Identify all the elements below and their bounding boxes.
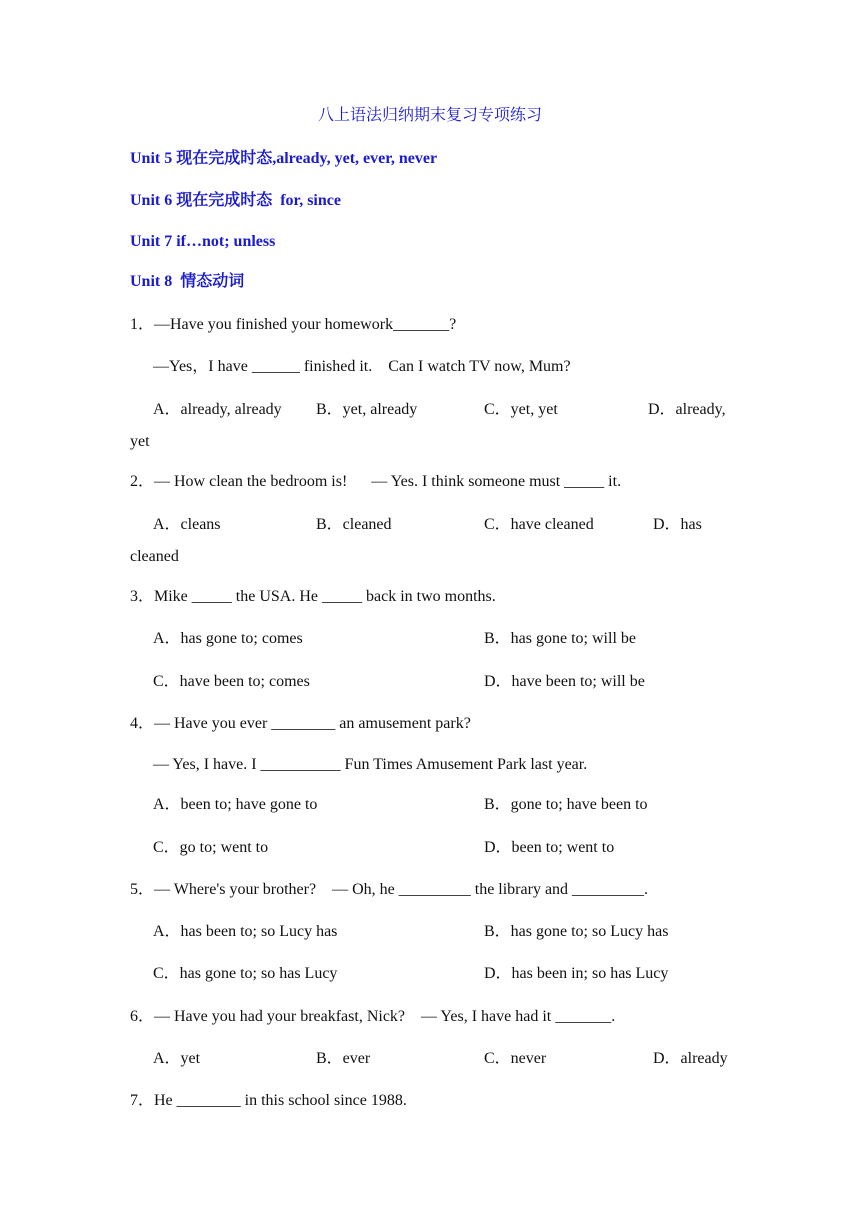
question-1-option-d-wrap: yet bbox=[130, 433, 150, 450]
question-1-option-c: C．yet, yet bbox=[484, 401, 558, 418]
question-2-option-a: A．cleans bbox=[153, 516, 221, 533]
question-3-option-a: A．has gone to; comes bbox=[153, 630, 303, 647]
question-6-option-c: C．never bbox=[484, 1050, 547, 1067]
unit-6-heading: Unit 6 现在完成时态 for, since bbox=[130, 192, 341, 209]
question-3-stem: 3．Mike _____ the USA. He _____ back in two months. bbox=[130, 588, 496, 605]
question-2-option-b: B．cleaned bbox=[316, 516, 392, 533]
page-title: 八上语法归纳期末复习专项练习 bbox=[317, 107, 542, 124]
question-2-option-d-wrap: cleaned bbox=[130, 548, 179, 565]
question-2-option-c: C．have cleaned bbox=[484, 516, 594, 533]
question-5-option-d: D．has been in; so has Lucy bbox=[484, 965, 669, 982]
question-4-option-a: A．been to; have gone to bbox=[153, 796, 318, 813]
question-6-option-b: B．ever bbox=[316, 1050, 371, 1067]
question-4-option-c: C．go to; went to bbox=[153, 839, 269, 856]
question-1-option-b: B．yet, already bbox=[316, 401, 418, 418]
question-5-stem: 5．— Where's your brother? — Oh, he _________ the library and _________. bbox=[130, 881, 649, 898]
question-2-option-d: D．has bbox=[653, 516, 702, 533]
question-6-stem: 6．— Have you had your breakfast, Nick? — Yes, I have had it _______. bbox=[130, 1008, 616, 1025]
question-7-stem: 7．He ________ in this school since 1988. bbox=[130, 1092, 407, 1109]
question-4-stem-reply: — Yes, I have. I __________ Fun Times Amusement Park last year. bbox=[153, 756, 588, 773]
question-1-stem: 1．—Have you finished your homework_______? bbox=[130, 316, 457, 333]
question-5-option-b: B．has gone to; so Lucy has bbox=[484, 923, 669, 940]
unit-8-heading: Unit 8 情态动词 bbox=[130, 273, 245, 290]
question-4-option-d: D．been to; went to bbox=[484, 839, 615, 856]
unit-5-heading: Unit 5 现在完成时态,already, yet, ever, never bbox=[130, 150, 438, 167]
question-4-option-b: B．gone to; have been to bbox=[484, 796, 648, 813]
question-3-option-c: C．have been to; comes bbox=[153, 673, 310, 690]
question-6-option-a: A．yet bbox=[153, 1050, 201, 1067]
question-5-option-c: C．has gone to; so has Lucy bbox=[153, 965, 338, 982]
question-5-option-a: A．has been to; so Lucy has bbox=[153, 923, 338, 940]
question-1-option-a: A．already, already bbox=[153, 401, 282, 418]
question-2-stem: 2．— How clean the bedroom is! — Yes. I think someone must _____ it. bbox=[130, 473, 622, 490]
question-1-option-d: D．already, bbox=[648, 401, 726, 418]
question-4-stem: 4．— Have you ever ________ an amusement park? bbox=[130, 715, 471, 732]
question-6-option-d: D．already bbox=[653, 1050, 728, 1067]
question-3-option-d: D．have been to; will be bbox=[484, 673, 645, 690]
question-3-option-b: B．has gone to; will be bbox=[484, 630, 636, 647]
question-1-stem-reply: —Yes，I have ______ finished it. Can I watch TV now, Mum? bbox=[153, 358, 571, 375]
unit-7-heading: Unit 7 if…not; unless bbox=[130, 233, 276, 250]
